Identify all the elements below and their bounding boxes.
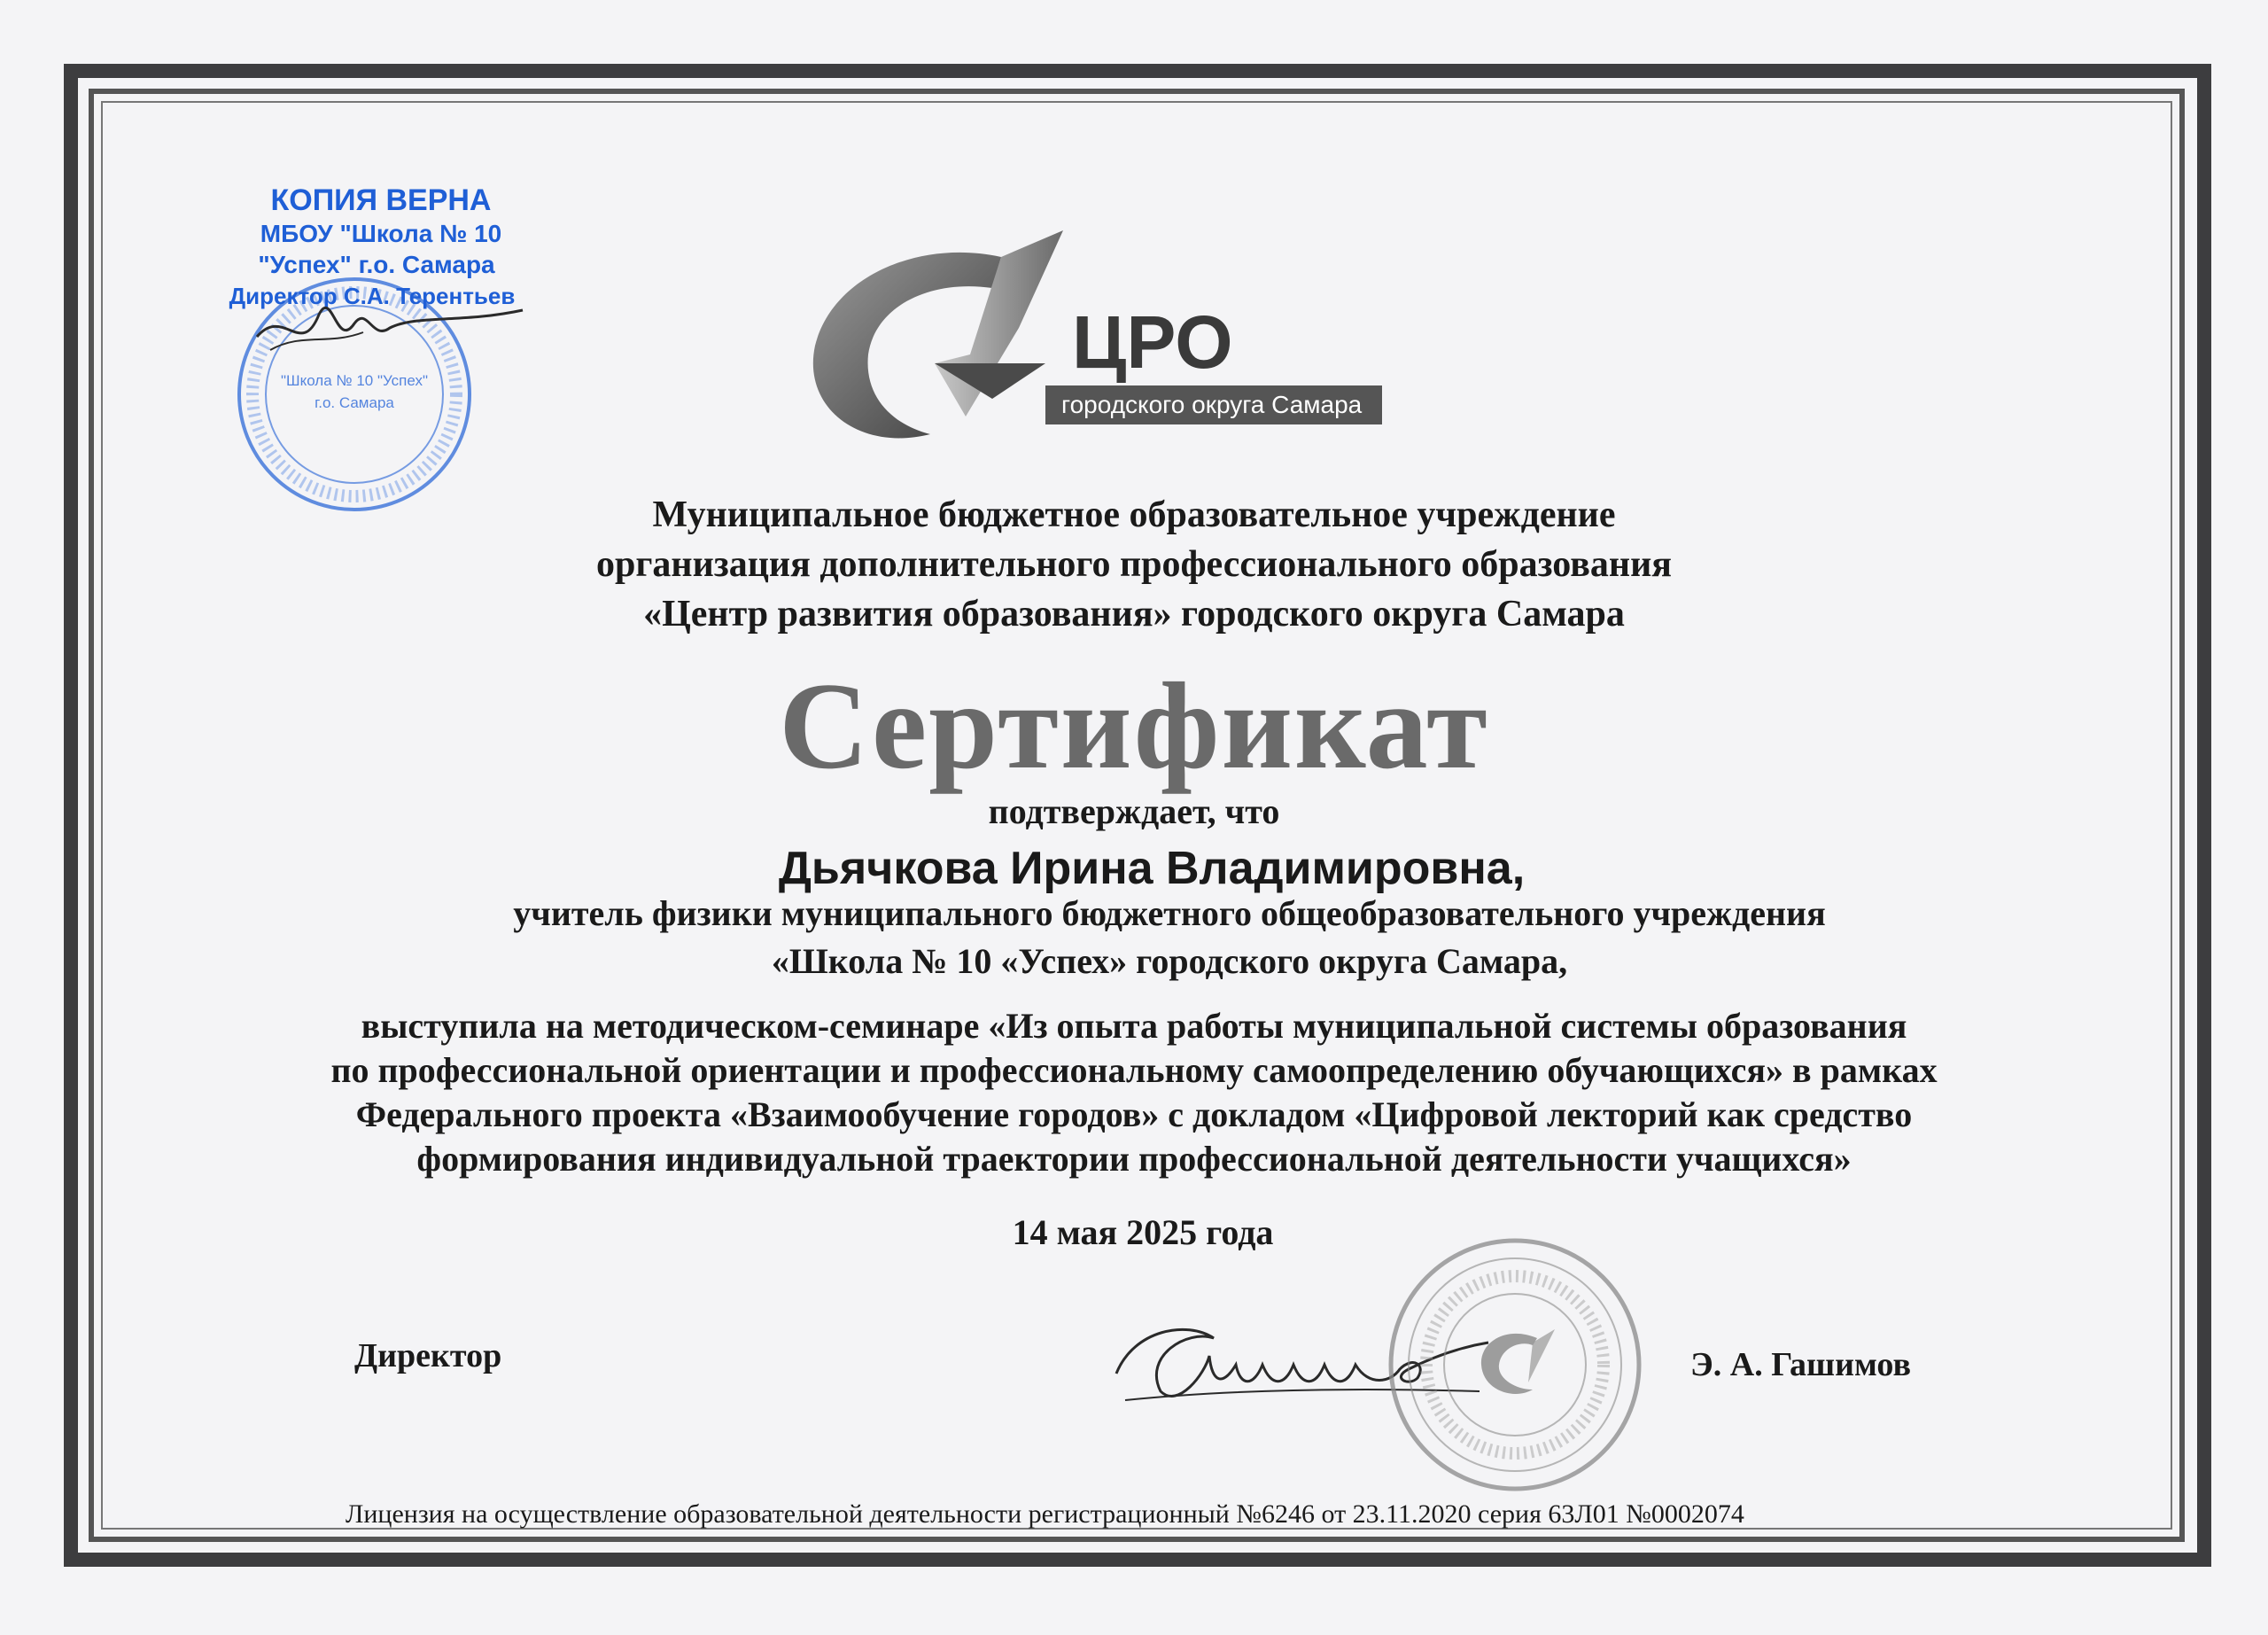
license-info: Лицензия на осуществление образовательной деятельности регистрационный №6246 от 23.11.2020 серия 63Л01 №0002074 [346,1499,1744,1529]
position-line1: учитель физики муниципального бюджетного общеобразовательного учреждения [513,893,1826,933]
speech-line3: Федерального проекта «Взаимообучение городов» с докладом «Цифровой лекторий как средство [355,1094,1913,1134]
organization-line2: организация дополнительного профессионального образования [595,544,1673,585]
speech-description [0,1004,2268,1181]
recipient-name: Дьячкова Ирина Владимировна, [778,843,1526,894]
director-label: Директор [354,1337,502,1374]
organization-seal [1382,1232,1648,1498]
seal-center-line1: "Школа № 10 "Успех" [280,372,429,389]
organization-line3: «Центр развития образования» городского округа Самара [643,594,1625,635]
confirms-text: подтверждает, что [988,791,1280,831]
copy-stamp-line4: Директор С.А. Терентьев [229,283,516,309]
cro-logo [780,222,1400,487]
speech-line1: выступила на методическом-семинаре «Из опыта работы муниципальной системы образования [361,1006,1907,1046]
position-line2: «Школа № 10 «Успех» городского округа Самара, [771,941,1568,981]
copy-stamp-line1: КОПИЯ ВЕРНА [270,183,492,217]
logo-brand: ЦРО [1072,300,1233,384]
director-name: Э. А. Гашимов [1690,1346,1911,1383]
copy-certified-stamp [168,182,540,518]
logo-subtitle: городского округа Самара [1061,391,1363,418]
certificate-title: Сертификат [779,658,1489,795]
copy-stamp-line3: "Успех" г.о. Самара [258,251,495,278]
certificate-date: 14 мая 2025 года [1012,1212,1274,1252]
organization-line1: Муниципальное бюджетное образовательное учреждение [652,494,1616,535]
copy-stamp-line2: МБОУ "Школа № 10 [260,220,502,247]
seal-center-line2: г.о. Самара [315,394,394,411]
speech-line4: формирования индивидуальной траектории профессиональной деятельности учащихся» [416,1139,1852,1179]
speech-line2: по профессиональной ориентации и профессиональному самоопределению обучающихся» в рамках [330,1050,1938,1090]
recipient-position [35,890,2268,985]
logo-swoosh-outer [813,253,1001,439]
